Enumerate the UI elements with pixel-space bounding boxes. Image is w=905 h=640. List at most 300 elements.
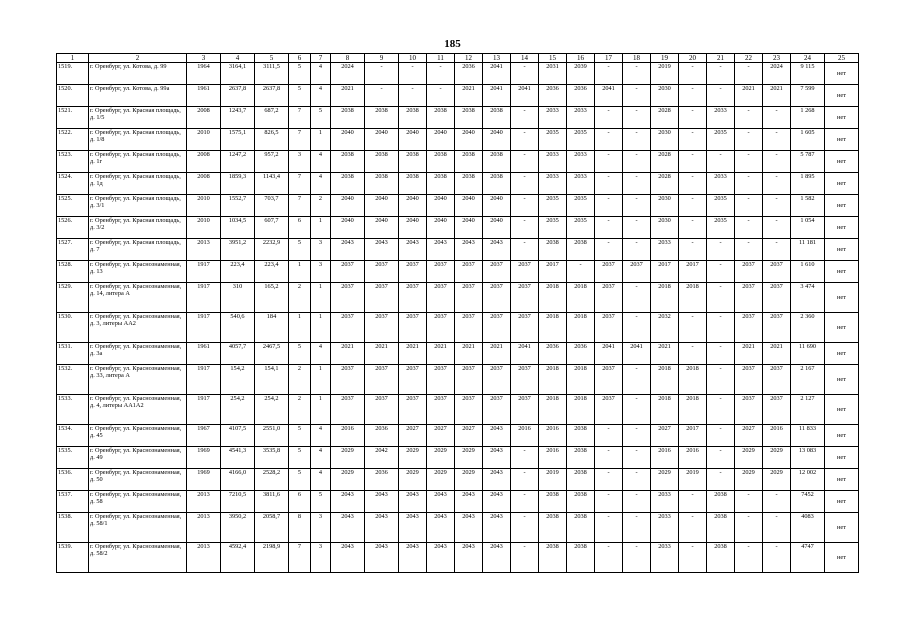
table-cell: 2040 [427,195,455,217]
table-cell: 2037 [427,261,455,283]
row-number-cell: 1524. [57,173,89,195]
table-cell: 2021 [735,85,763,107]
table-cell: 1 [311,129,331,151]
table-cell: 2018 [539,283,567,313]
table-cell: 2038 [707,543,735,573]
table-cell: 2037 [399,283,427,313]
table-cell: - [623,469,651,491]
table-cell: - [735,217,763,239]
table-cell: - [511,513,539,543]
table-cell: - [623,85,651,107]
table-cell: 2029 [763,447,791,469]
table-cell: - [707,365,735,395]
table-cell: 3 [311,543,331,573]
column-header: 20 [679,54,707,63]
address-cell: г. Оренбург, ул. Краснознаменная, д. 13 [89,261,187,283]
table-cell: - [623,195,651,217]
table-cell: 2013 [187,513,221,543]
table-cell: - [623,513,651,543]
table-cell: 1917 [187,283,221,313]
table-cell: 2018 [651,395,679,425]
table-cell: 7452 [791,491,825,513]
table-cell: 2038 [539,513,567,543]
table-cell: 1 [311,365,331,395]
column-header: 1 [57,54,89,63]
table-cell: 1552,7 [221,195,255,217]
table-cell: 2040 [365,195,399,217]
table-cell: 2043 [483,513,511,543]
table-cell: 2038 [399,151,427,173]
table-cell: нет [825,491,859,513]
column-header: 7 [311,54,331,63]
table-cell: 1575,1 [221,129,255,151]
table-cell: 5 [289,85,311,107]
table-cell: 2032 [651,313,679,343]
table-row [57,395,859,425]
table-cell: 2038 [483,151,511,173]
table-cell: 2019 [539,469,567,491]
table-cell: 703,7 [255,195,289,217]
table-cell: 2038 [427,173,455,195]
table-cell: - [735,195,763,217]
table-cell: 7 599 [791,85,825,107]
table-cell: 2028 [651,173,679,195]
table-cell: 2037 [483,365,511,395]
address-cell: г. Оренбург, ул. Краснознаменная, д. 58/1 [89,513,187,543]
column-header: 11 [427,54,455,63]
table-cell: нет [825,395,859,425]
table-cell: 4 [311,173,331,195]
table-cell: 2033 [539,151,567,173]
address-cell: г. Оренбург, ул. Краснознаменная, д. 50 [89,469,187,491]
table-cell: 4 [311,425,331,447]
table-cell: 5 [311,107,331,129]
table-cell: 2017 [679,261,707,283]
table-cell: 165,2 [255,283,289,313]
table-cell: 2037 [483,313,511,343]
table-cell: - [623,129,651,151]
table-cell: 4057,7 [221,343,255,365]
table-cell: 3111,5 [255,63,289,85]
table-cell: 2035 [567,129,595,151]
table-cell: 2043 [399,239,427,261]
row-number-cell: 1529. [57,283,89,313]
table-cell: - [763,129,791,151]
row-number-cell: 1538. [57,513,89,543]
table-cell: нет [825,365,859,395]
table-cell: 2038 [567,239,595,261]
column-header: 12 [455,54,483,63]
table-cell: 1 [311,283,331,313]
table-cell: 2021 [455,343,483,365]
table-cell: 2040 [331,217,365,239]
table-cell: 2033 [567,173,595,195]
table-cell: 2033 [651,513,679,543]
table-cell: 2033 [707,107,735,129]
table-cell: 2551,0 [255,425,289,447]
table-cell: - [623,447,651,469]
table-cell: 2024 [763,63,791,85]
table-body [57,63,859,573]
table-cell: нет [825,129,859,151]
table-cell: 1917 [187,261,221,283]
row-number-cell: 1532. [57,365,89,395]
table-cell: 3951,2 [221,239,255,261]
table-cell: 2038 [399,107,427,129]
table-cell: 2027 [651,425,679,447]
table-cell: 2043 [483,425,511,447]
table-cell: 1 582 [791,195,825,217]
table-cell: 2040 [399,195,427,217]
table-cell: - [735,129,763,151]
table-cell: 4592,4 [221,543,255,573]
table-cell: 2016 [331,425,365,447]
table-cell: 2038 [539,543,567,573]
table-cell: 1 [289,261,311,283]
column-header: 8 [331,54,365,63]
table-cell: 2037 [763,365,791,395]
page-number: 185 [444,38,461,50]
table-cell: 2010 [187,217,221,239]
address-cell: г. Оренбург, ул. Красная площадь, д. 1д [89,173,187,195]
table-cell: 1 268 [791,107,825,129]
table-cell: 2037 [735,365,763,395]
table-cell: - [707,239,735,261]
table-cell: 2016 [763,425,791,447]
table-cell: 2038 [567,425,595,447]
table-cell: 2033 [567,151,595,173]
table-cell: 2033 [651,239,679,261]
row-number-cell: 1530. [57,313,89,343]
table-cell: 2018 [679,395,707,425]
table-cell: 2027 [399,425,427,447]
column-header: 17 [595,54,623,63]
table-cell: 11 181 [791,239,825,261]
table-cell: 2043 [331,543,365,573]
table-cell: 2018 [539,365,567,395]
table-cell: - [623,107,651,129]
table-cell: 2043 [483,447,511,469]
table-cell: 2027 [735,425,763,447]
table-cell: - [679,151,707,173]
table-cell: 2037 [365,283,399,313]
row-number-cell: 1533. [57,395,89,425]
row-number-cell: 1534. [57,425,89,447]
table-cell: 2040 [399,217,427,239]
table-cell: 254,2 [221,395,255,425]
table-cell: 2038 [331,107,365,129]
table-cell: 2035 [567,217,595,239]
table-cell: - [623,173,651,195]
table-cell: 4 [311,343,331,365]
table-cell: 2013 [187,491,221,513]
table-cell: 2018 [539,395,567,425]
table-cell: 2017 [679,425,707,447]
row-number-cell: 1539. [57,543,89,573]
table-cell: 4 [311,85,331,107]
table-cell: 1 [311,313,331,343]
table-cell: 2037 [595,261,623,283]
column-header: 22 [735,54,763,63]
table-cell: 2013 [187,543,221,573]
table-cell: - [763,151,791,173]
table-cell: 7210,5 [221,491,255,513]
table-cell: 2021 [735,343,763,365]
table-cell: 2038 [399,173,427,195]
table-cell: 2043 [331,239,365,261]
table-cell: 2040 [455,195,483,217]
table-cell: 2037 [595,365,623,395]
row-number-cell: 1522. [57,129,89,151]
table-cell: - [735,239,763,261]
table-cell: нет [825,513,859,543]
table-row [57,63,859,85]
table-cell: 2033 [539,107,567,129]
table-cell: - [735,173,763,195]
table-cell: 3535,8 [255,447,289,469]
table-cell: 2021 [427,343,455,365]
address-cell: г. Оренбург, ул. Котова, д. 99а [89,85,187,107]
table-cell: - [511,239,539,261]
table-cell: 2017 [651,261,679,283]
table-cell: нет [825,543,859,573]
table-cell: 2043 [399,513,427,543]
table-cell: 4107,5 [221,425,255,447]
table-cell: нет [825,85,859,107]
table-cell: - [511,469,539,491]
table-cell: 2036 [365,425,399,447]
table-cell: 2039 [567,63,595,85]
table-cell: 2038 [331,151,365,173]
table-cell: 2038 [539,491,567,513]
table-cell: - [511,447,539,469]
table-cell: - [595,491,623,513]
housing-table [56,53,859,573]
table-cell: 2058,7 [255,513,289,543]
table-cell: 2043 [455,513,483,543]
table-cell: 1961 [187,85,221,107]
row-number-cell: 1525. [57,195,89,217]
table-cell: 2038 [365,107,399,129]
table-cell: - [595,469,623,491]
table-cell: - [595,107,623,129]
table-cell: нет [825,469,859,491]
table-cell: 687,2 [255,107,289,129]
table-cell: - [595,217,623,239]
table-cell: 2037 [427,313,455,343]
table-cell: - [763,239,791,261]
table-cell: 2037 [399,261,427,283]
table-cell: 2018 [679,283,707,313]
table-cell: 2017 [539,261,567,283]
address-cell: г. Оренбург, ул. Краснознаменная, д. 58 [89,491,187,513]
table-cell: 2043 [365,239,399,261]
table-cell: 2037 [399,365,427,395]
address-cell: г. Оренбург, ул. Красная площадь, д. 1/5 [89,107,187,129]
table-cell: 2037 [455,365,483,395]
table-cell: 6 [289,491,311,513]
table-cell: 184 [255,313,289,343]
table-cell: 2043 [365,543,399,573]
address-cell: г. Оренбург, ул. Котова, д. 99 [89,63,187,85]
table-cell: 2040 [455,217,483,239]
table-cell: 5 [289,343,311,365]
table-cell: 1964 [187,63,221,85]
table-cell: 2038 [567,513,595,543]
table-cell: 2021 [399,343,427,365]
table-cell: 2033 [651,543,679,573]
table-cell: 154,1 [255,365,289,395]
table-cell: 4747 [791,543,825,573]
row-number-cell: 1526. [57,217,89,239]
table-cell: 2043 [427,543,455,573]
table-cell: 2037 [331,313,365,343]
table-cell: 2018 [567,313,595,343]
table-cell: - [511,217,539,239]
table-cell: 2030 [651,85,679,107]
table-cell: - [595,425,623,447]
table-row [57,313,859,343]
row-number-cell: 1537. [57,491,89,513]
table-cell: - [707,261,735,283]
table-cell: - [679,107,707,129]
table-cell: 2043 [427,513,455,543]
table-cell: 2037 [331,395,365,425]
table-row [57,261,859,283]
table-cell: - [679,513,707,543]
address-cell: г. Оренбург, ул. Красная площадь, д. 3/1 [89,195,187,217]
address-cell: г. Оренбург, ул. Краснознаменная, д. 33, литера А [89,365,187,395]
table-cell: 2 [289,395,311,425]
table-cell: 2030 [651,129,679,151]
table-cell: 2041 [483,63,511,85]
address-cell: г. Оренбург, ул. Краснознаменная, д. 49 [89,447,187,469]
table-cell: 2036 [365,469,399,491]
table-cell: 2038 [707,513,735,543]
table-cell: - [707,343,735,365]
table-cell: 2018 [539,313,567,343]
table-cell: 2028 [651,151,679,173]
table-cell: 2 [311,195,331,217]
table-cell: 3 [311,239,331,261]
table-cell: 3950,2 [221,513,255,543]
table-cell: - [595,447,623,469]
column-header: 3 [187,54,221,63]
table-cell: 3 [311,513,331,543]
table-cell: 5 [289,469,311,491]
table-cell: 3 474 [791,283,825,313]
table-cell: 2037 [511,261,539,283]
table-cell: 2033 [707,173,735,195]
table-cell: - [623,283,651,313]
table-cell: 1034,5 [221,217,255,239]
table-cell: 2040 [483,129,511,151]
table-cell: - [679,313,707,343]
table-cell: 2037 [331,365,365,395]
table-cell: - [365,85,399,107]
table-cell: - [511,107,539,129]
table-cell: 2038 [427,107,455,129]
table-cell: 2037 [483,395,511,425]
table-cell: 7 [289,129,311,151]
table-row [57,129,859,151]
table-cell: 4166,0 [221,469,255,491]
table-cell: 2043 [365,513,399,543]
table-cell: 2021 [483,343,511,365]
table-cell: 2021 [651,343,679,365]
address-cell: г. Оренбург, ул. Краснознаменная, д. 14, литера А [89,283,187,313]
table-row [57,107,859,129]
table-cell: 3 [289,151,311,173]
table-cell: 2035 [567,195,595,217]
table-cell: - [763,107,791,129]
table-row [57,491,859,513]
table-cell: 2036 [539,85,567,107]
table-row [57,425,859,447]
table-cell: - [679,173,707,195]
table-cell: нет [825,239,859,261]
table-cell: 826,5 [255,129,289,151]
table-cell: 2043 [399,491,427,513]
table-cell: 2037 [763,261,791,283]
table-cell: 2037 [365,365,399,395]
table-cell: - [511,63,539,85]
table-cell: 2037 [595,395,623,425]
table-cell: - [707,425,735,447]
table-cell: 2041 [595,343,623,365]
table-cell: 2038 [331,173,365,195]
table-cell: 2041 [511,85,539,107]
table-cell: 2031 [539,63,567,85]
table-cell: 2036 [539,343,567,365]
table-cell: 2029 [735,447,763,469]
table-cell: 2038 [483,107,511,129]
table-cell: 2037 [511,313,539,343]
column-header: 15 [539,54,567,63]
table-cell: 13 083 [791,447,825,469]
table-cell: 2037 [455,395,483,425]
table-cell: - [735,543,763,573]
table-cell: 2 [289,283,311,313]
table-cell: 2019 [679,469,707,491]
table-cell: 1143,4 [255,173,289,195]
table-cell: - [679,195,707,217]
table-cell: 1967 [187,425,221,447]
column-header: 18 [623,54,651,63]
table-cell: 2038 [567,491,595,513]
table-cell: 310 [221,283,255,313]
table-cell: 9 115 [791,63,825,85]
table-cell: 2040 [455,129,483,151]
table-cell: - [735,151,763,173]
table-cell: 2029 [399,469,427,491]
table-cell: 2040 [399,129,427,151]
table-cell: 2016 [679,447,707,469]
column-header: 21 [707,54,735,63]
address-cell: г. Оренбург, ул. Красная площадь, д. 1г [89,151,187,173]
table-cell: 1 [311,217,331,239]
table-cell: 2 167 [791,365,825,395]
table-cell: 2037 [595,283,623,313]
table-cell: 2037 [623,261,651,283]
table-cell: 2029 [763,469,791,491]
table-cell: 540,6 [221,313,255,343]
table-cell: 11 690 [791,343,825,365]
table-cell: нет [825,313,859,343]
table-cell: 2038 [365,151,399,173]
column-header: 13 [483,54,511,63]
table-cell: 6 [289,217,311,239]
